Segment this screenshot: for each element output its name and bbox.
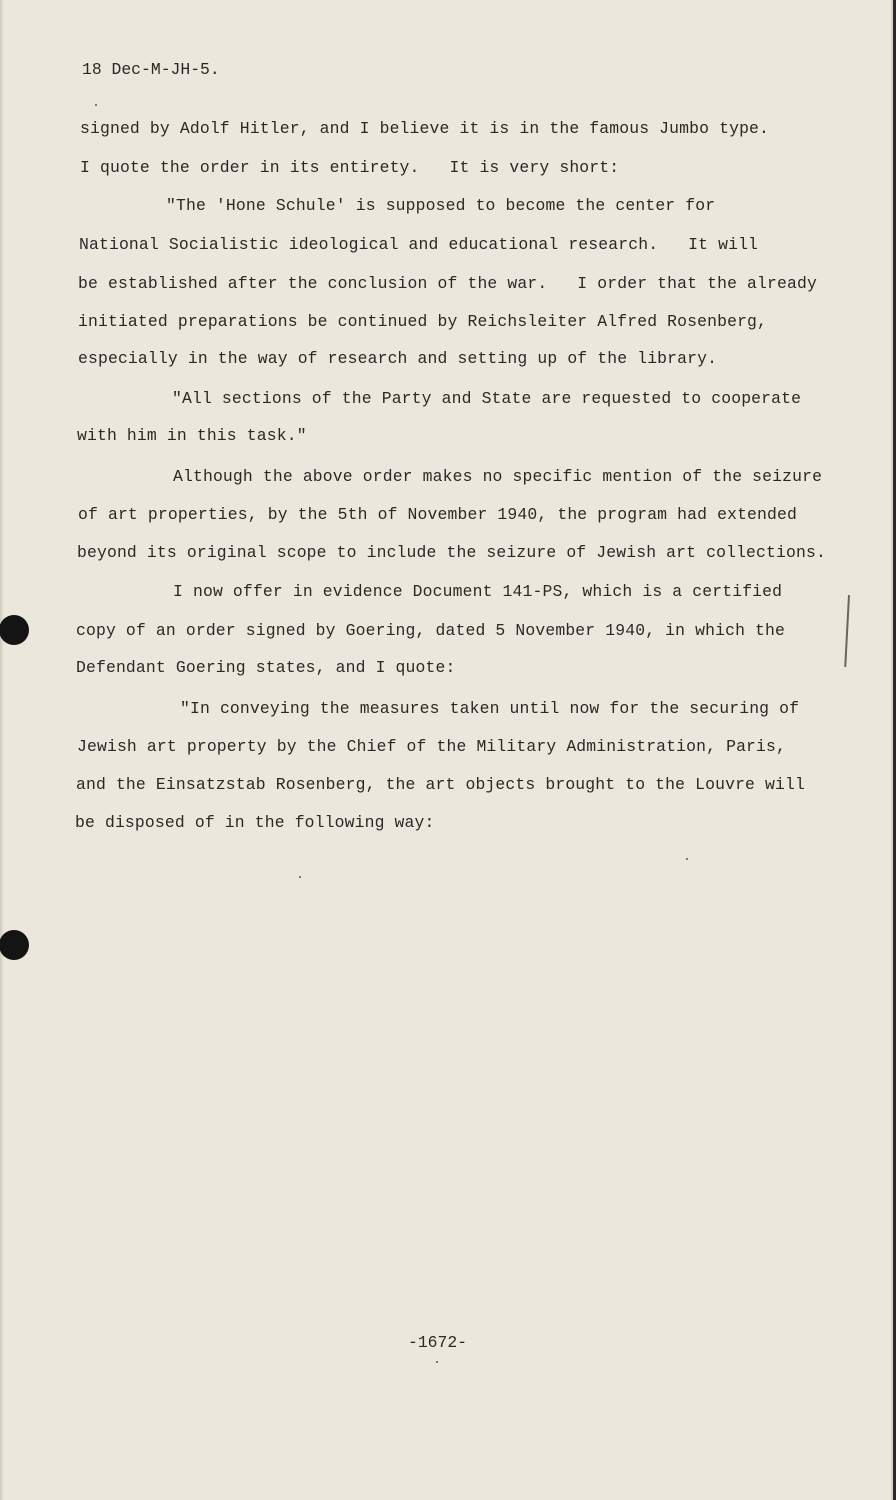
text-line: "All sections of the Party and State are requested to cooperate [172,389,802,408]
text-line: "In conveying the measures taken until now for the securing of [180,699,800,718]
paper-speck [686,858,688,860]
page-edge [0,0,4,1500]
text-line: I quote the order in its entirety. It is very short: [80,158,620,177]
text-line: Defendant Goering states, and I quote: [76,658,456,677]
paper-speck [299,876,301,878]
text-line: be disposed of in the following way: [75,813,435,832]
text-line: be established after the conclusion of the war. I order that the already [78,274,817,293]
text-line: National Socialistic ideological and educational research. It will [79,235,759,254]
text-line: beyond its original scope to include the seizure of Jewish art collections. [77,543,826,562]
text-line: initiated preparations be continued by Reichsleiter Alfred Rosenberg, [78,312,768,331]
page-number: -1672- [408,1333,468,1352]
text-line: Although the above order makes no specific mention of the seizure [173,467,823,486]
text-line: with him in this task." [77,426,307,445]
paper-speck [95,104,97,106]
text-line: I now offer in evidence Document 141-PS, which is a certified [173,582,783,601]
paper-speck [436,1361,438,1363]
text-line: especially in the way of research and setting up of the library. [78,349,718,368]
margin-pencil-mark [844,595,850,667]
punch-hole-lower [0,930,29,960]
text-line: copy of an order signed by Goering, dated 5 November 1940, in which the [76,621,786,640]
punch-hole-upper [0,615,29,645]
text-line: and the Einsatzstab Rosenberg, the art objects brought to the Louvre will [76,775,805,794]
document-reference: 18 Dec-M-JH-5. [82,60,220,79]
text-line: of art properties, by the 5th of November 1940, the program had extended [78,505,797,524]
text-line: Jewish art property by the Chief of the Military Administration, Paris, [77,737,787,756]
text-line: "The 'Hone Schule' is supposed to become the center for [166,196,716,215]
text-line: signed by Adolf Hitler, and I believe it is in the famous Jumbo type. [80,119,770,138]
